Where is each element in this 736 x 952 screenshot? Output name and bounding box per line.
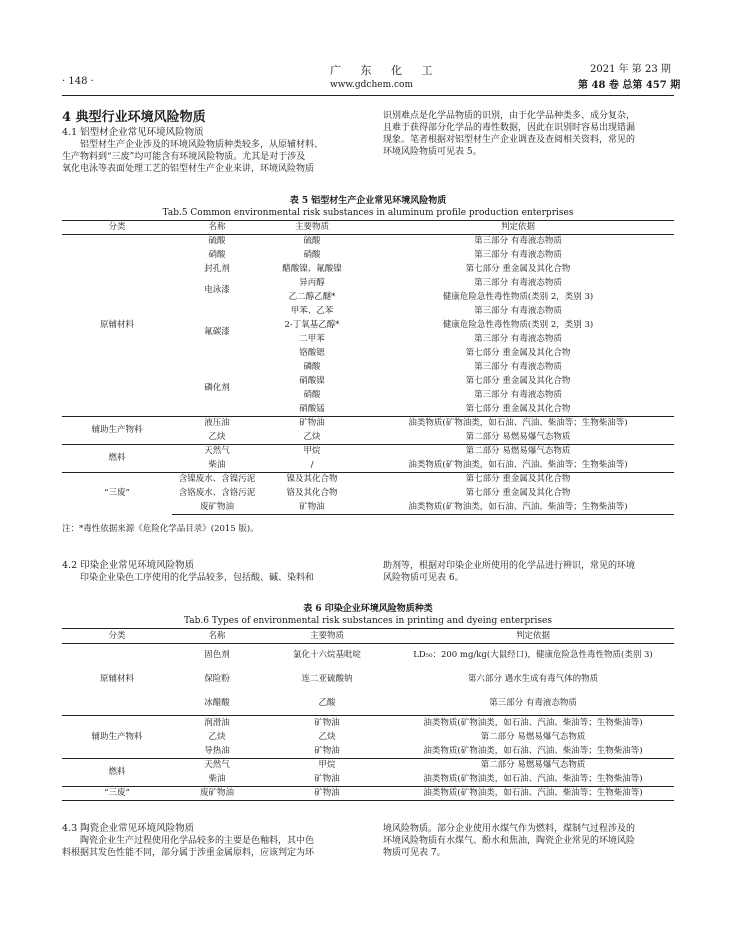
section-41-title: 4.1 铝型材企业常见环境风险物质 (62, 127, 204, 138)
table5-header-category: 分类 (62, 221, 172, 235)
table5-substance: 乙二醇乙醚* (288, 292, 336, 303)
section-43-right-text (383, 823, 675, 859)
table5-basis: 油类物质(矿物油类，如石油、汽油、柴油等；生物柴油等) (362, 417, 674, 431)
journal-title: 广 东 化 工 (330, 64, 441, 77)
table6-caption-en: Tab.6 Types of environmental risk substances in printing and dyeing enterprises (184, 616, 552, 626)
table5-substance: 矿物油 (262, 417, 362, 431)
table5-basis: 第三部分 有毒液态物质 (474, 250, 562, 261)
table6-substance: 乙炔 (318, 732, 336, 743)
table6-caption: 表 6 印染企业环境风险物质种类 (303, 604, 433, 614)
issue-volume: 第 48 卷 总第 457 期 (578, 80, 681, 91)
table6-substance: 矿物油 (262, 787, 392, 801)
table5 (62, 220, 674, 515)
table5-name: 电泳漆 (204, 285, 230, 296)
table5-caption: 表 5 铝型材生产企业常见环境风险物质 (289, 196, 447, 206)
table5-basis: 健康危险急性毒性物质(类别 2，类别 3) (442, 320, 594, 331)
table6-basis: 第二部分 易燃易爆气态物质 (480, 732, 586, 743)
table5-name: 硫酸 (208, 236, 226, 247)
text-line: 料根据其发色性能不同，部分属于涉重金属原料，应该判定为环 (62, 848, 315, 858)
table6-name: 冰醋酸 (204, 697, 230, 708)
section-42-right-text (383, 560, 675, 584)
table6-substance: 氯化十六烷基吡啶 (292, 650, 361, 661)
table6-name: 导热油 (204, 745, 230, 756)
table6 (62, 628, 674, 801)
table5-basis: 健康危险急性毒性物质(类别 2，类别 3) (442, 292, 594, 303)
table5-substance: 硝酸锰 (299, 403, 325, 414)
table6-substance: 甲烷 (262, 759, 392, 773)
table6-header-category: 分类 (62, 629, 172, 644)
issue-date: 2021 年 第 23 期 (590, 64, 671, 75)
table5-header-substance: 主要物质 (262, 221, 362, 235)
table6-basis: 第三部分 有毒液态物质 (489, 697, 577, 708)
table6-basis: 第二部分 易燃易爆气态物质 (392, 759, 674, 773)
table5-basis: 第七部分 重金属及其化合物 (465, 488, 571, 499)
table5-note: 注：*毒性依据来源《危险化学品目录》(2015 版)。 (62, 524, 259, 534)
table5-basis: 第七部分 重金属及其化合物 (465, 403, 571, 414)
table5-basis: 第二部分 易燃易爆气态物质 (362, 445, 674, 459)
text-line: 且难于获得部分化学品的毒性数据，因此在识别时容易出现错漏 (383, 123, 636, 133)
table5-name: 磷化剂 (204, 382, 230, 393)
table5-group-waste: “三废” (62, 473, 172, 515)
table6-group-raw: 原辅材料 (99, 674, 134, 685)
table5-name: 液压油 (172, 417, 262, 431)
table6-basis: 油类物质(矿物油类，如石油、汽油、柴油等；生物柴油等) (423, 745, 643, 756)
text-line: 生产物料到“三废”均可能含有环境风险物质。尤其是对于涉及 (62, 152, 306, 162)
section-41-left-text (62, 139, 362, 175)
table6-substance: 矿物油 (262, 716, 392, 731)
table6-group-waste: “三废” (62, 787, 172, 801)
section-4-title: 4 典型行业环境风险物质 (62, 110, 206, 125)
table5-group-raw: 原辅材料 (99, 320, 134, 331)
table6-name: 润滑油 (172, 716, 262, 731)
table5-basis: 第三部分 有毒液态物质 (474, 278, 562, 289)
table5-substance: 2-丁氧基乙醇* (284, 320, 340, 331)
table5-substance: 硝酸镍 (299, 376, 325, 387)
table5-basis: 第三部分 有毒液态物质 (474, 236, 562, 247)
table6-header-substance: 主要物质 (262, 629, 392, 644)
table5-substance: 矿物油 (262, 501, 362, 515)
table5-substance: 异丙醇 (299, 278, 325, 289)
table6-name: 保险粉 (204, 674, 230, 685)
table6-name: 乙炔 (208, 732, 226, 743)
table5-basis: 第三部分 有毒液态物质 (474, 390, 562, 401)
text-line: 环境风险物质有水煤气、酚水和焦油，陶瓷企业常见的环境风险 (383, 836, 636, 846)
table6-header-name: 名称 (172, 629, 262, 644)
table5-name: 柴油 (208, 459, 226, 470)
table5-substance: 硫酸 (303, 236, 321, 247)
table5-substance: 醋酸镍、氟酸镍 (282, 264, 342, 275)
table6-header-basis: 判定依据 (392, 629, 674, 644)
text-line: 境风险物质。部分企业使用水煤气作为燃料，煤制气过程涉及的 (383, 824, 636, 834)
table5-substance: 硝酸 (303, 250, 321, 261)
text-line: 陶瓷企业生产过程使用化学品较多的主要是色釉料，其中色 (80, 836, 315, 846)
table5-substance: / (310, 459, 314, 470)
text-line: 识别难点是化学品物质的识别，由于化学品种类多、成分复杂， (383, 111, 636, 121)
text-line: 物质可见表 7。 (383, 848, 446, 858)
section-42-left-text: 印染企业染色工序使用的化学品较多，包括酸、碱、染料和 (80, 573, 315, 583)
table5-substance: 二甲苯 (299, 334, 325, 345)
table6-name: 天然气 (172, 759, 262, 773)
table6-substance: 矿物油 (314, 773, 340, 784)
table5-substance: 乙炔 (303, 431, 321, 442)
table5-substance: 铬及其化合物 (286, 488, 338, 499)
table6-substance: 乙酸 (318, 697, 336, 708)
table6-basis: LD₅₀：200 mg/kg(大鼠经口)，健康危险急性毒性物质(类别 3) (413, 650, 653, 661)
section-42-title: 4.2 印染企业常见环境风险物质 (62, 560, 195, 571)
table5-basis: 第三部分 有毒液态物质 (474, 362, 562, 373)
header-rule (62, 95, 674, 96)
table5-basis: 第三部分 有毒液态物质 (474, 334, 562, 345)
table5-group-aux: 辅助生产物料 (62, 417, 172, 445)
table6-substance: 矿物油 (314, 745, 340, 756)
table6-name: 柴油 (208, 773, 226, 784)
table5-name: 乙炔 (208, 431, 226, 442)
table5-name: 天然气 (172, 445, 262, 459)
section-43-title: 4.3 陶瓷企业常见环境风险物质 (62, 823, 195, 834)
table5-caption-en: Tab.5 Common environmental risk substances in aluminum profile production enterprises (162, 208, 574, 218)
table6-name: 固色剂 (204, 650, 230, 661)
table5-header-basis: 判定依据 (362, 221, 674, 235)
text-line: 环境风险物质可见表 5。 (383, 147, 482, 157)
table5-header-name: 名称 (172, 221, 262, 235)
table5-name: 含铬废水、含铬污泥 (178, 488, 256, 499)
text-line: 助剂等，根据对印染企业所使用的化学品进行辨识，常见的环境 (383, 561, 636, 571)
table5-substance: 磷酸 (303, 362, 321, 373)
table5-basis: 第七部分 重金属及其化合物 (465, 264, 571, 275)
table5-name: 废矿物油 (172, 501, 262, 515)
table5-name: 含镍废水、含镍污泥 (172, 473, 262, 487)
table6-basis: 油类物质(矿物油类，如石油、汽油、柴油等；生物柴油等) (392, 787, 674, 801)
table6-basis: 油类物质(矿物油类，如石油、汽油、柴油等；生物柴油等) (423, 773, 643, 784)
text-line: 风险物质可见表 6。 (383, 573, 464, 583)
section-43-left-text (62, 835, 362, 859)
text-line: 氧化电泳等表面处理工艺的铝型材生产企业来讲，环境风险物质 (62, 164, 315, 174)
table5-basis: 油类物质(矿物油类，如石油、汽油、柴油等；生物柴油等) (408, 459, 628, 470)
table5-basis: 第二部分 易燃易爆气态物质 (465, 431, 571, 442)
table5-basis: 第七部分 重金属及其化合物 (465, 348, 571, 359)
journal-url: www.gdchem.com (330, 80, 413, 90)
table5-substance: 镍及其化合物 (262, 473, 362, 487)
table5-basis: 第七部分 重金属及其化合物 (465, 376, 571, 387)
table6-basis: 第六部分 遇水生成有毒气体的物质 (467, 674, 599, 685)
table5-name: 硝酸 (208, 250, 226, 261)
text-line: 铝型材生产企业涉及的环境风险物质种类较多，从原辅材料、 (80, 140, 324, 150)
table6-group-fuel: 燃料 (62, 759, 172, 787)
section-41-right-text (383, 110, 675, 158)
table6-group-aux: 辅助生产物料 (62, 716, 172, 759)
table5-name: 氟碳漆 (204, 327, 230, 338)
table5-name: 封孔剂 (204, 264, 230, 275)
text-line: 现象。笔者根据对铝型材生产企业调查及查阅相关资料，常见的 (383, 135, 636, 145)
page-number: · 148 · (62, 76, 94, 87)
table5-substance: 铬酸锶 (299, 348, 325, 359)
table6-basis: 油类物质(矿物油类，如石油、汽油、柴油等；生物柴油等) (392, 716, 674, 731)
table5-substance: 甲烷 (262, 445, 362, 459)
table5-basis: 第三部分 有毒液态物质 (474, 306, 562, 317)
table5-substance: 甲苯、乙苯 (290, 306, 334, 317)
table5-group-fuel: 燃料 (62, 445, 172, 473)
table5-basis: 油类物质(矿物油类，如石油、汽油、柴油等；生物柴油等) (362, 501, 674, 515)
table6-substance: 连二亚硫酸钠 (301, 674, 353, 685)
table6-name: 废矿物油 (172, 787, 262, 801)
table5-substance: 硝酸 (303, 390, 321, 401)
table5-basis: 第七部分 重金属及其化合物 (362, 473, 674, 487)
